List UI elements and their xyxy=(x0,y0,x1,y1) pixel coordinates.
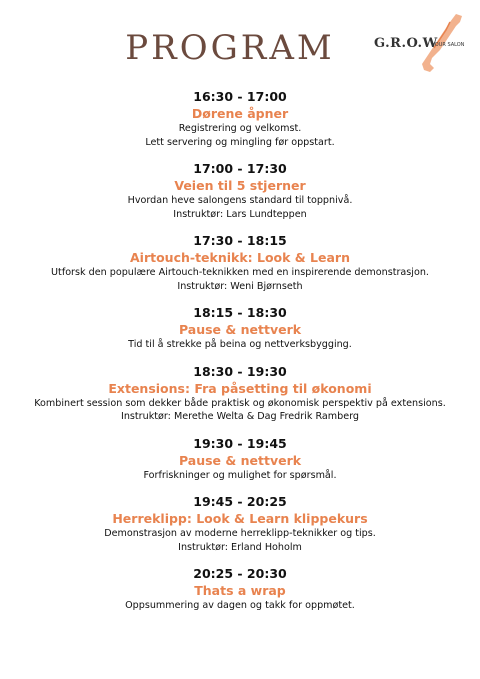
session-description: Demonstrasjon av moderne herreklipp-teknikker og tips. xyxy=(104,528,376,539)
logo-subtitle: YOUR SALON xyxy=(432,42,465,48)
session-time: 16:30 - 17:00 xyxy=(193,89,287,104)
schedule-item xyxy=(0,160,480,221)
session-name: Thats a wrap xyxy=(194,583,286,598)
session-time: 19:30 - 19:45 xyxy=(193,435,287,451)
session-time: 19:45 - 20:25 xyxy=(193,494,287,509)
schedule-list xyxy=(0,88,480,624)
session-time: 18:30 - 19:30 xyxy=(193,363,287,379)
session-description: Kombinert session som dekker både praktisk og økonomisk perspektiv på extensions. xyxy=(34,397,446,409)
session-instructor: Instruktør: Weni Bjørnseth xyxy=(177,280,303,292)
session-instructor: Instruktør: Merethe Welta & Dag Fredrik Ramberg xyxy=(121,411,359,422)
session-description: Lett servering og mingling før oppstart. xyxy=(145,136,335,148)
session-instructor: Instruktør: Lars Lundteppen xyxy=(173,208,307,220)
schedule-item xyxy=(0,565,480,613)
schedule-item xyxy=(0,232,480,293)
session-description: Utforsk den populære Airtouch-teknikken med en inspirerende demonstrasjon. xyxy=(51,267,429,278)
session-time: 20:25 - 20:30 xyxy=(193,566,287,581)
page-title: PROGRAM xyxy=(125,28,335,68)
session-description: Registrering og velkomst. xyxy=(178,123,302,134)
session-time: 18:15 - 18:30 xyxy=(193,305,287,320)
session-name: Veien til 5 stjerner xyxy=(174,178,306,193)
session-name: Pause & nettverk xyxy=(178,452,302,468)
session-name: Extensions: Fra påsetting til økonomi xyxy=(108,380,372,396)
session-name: Pause & nettverk xyxy=(178,322,302,337)
session-name: Airtouch-teknikk: Look & Learn xyxy=(129,250,350,265)
schedule-item xyxy=(0,304,480,352)
schedule-item xyxy=(0,88,480,149)
session-description: Hvordan heve salongens standard til toppnivå. xyxy=(127,195,353,206)
schedule-item xyxy=(0,435,480,483)
logo xyxy=(374,12,470,76)
session-name: Herreklipp: Look & Learn klippekurs xyxy=(112,511,368,526)
session-description: Forfriskninger og mulighet for spørsmål. xyxy=(143,469,337,481)
schedule-item xyxy=(0,363,480,424)
session-description: Tid til å strekke på beina og nettverksbygging. xyxy=(128,339,352,350)
logo-text: G.R.O.W xyxy=(374,36,438,51)
session-time: 17:00 - 17:30 xyxy=(193,161,287,176)
session-time: 17:30 - 18:15 xyxy=(193,233,287,248)
schedule-item xyxy=(0,493,480,554)
session-instructor: Instruktør: Erland Hoholm xyxy=(178,541,302,553)
session-name: Dørene åpner xyxy=(191,106,289,121)
session-description: Oppsummering av dagen og takk for oppmøtet. xyxy=(125,600,355,611)
